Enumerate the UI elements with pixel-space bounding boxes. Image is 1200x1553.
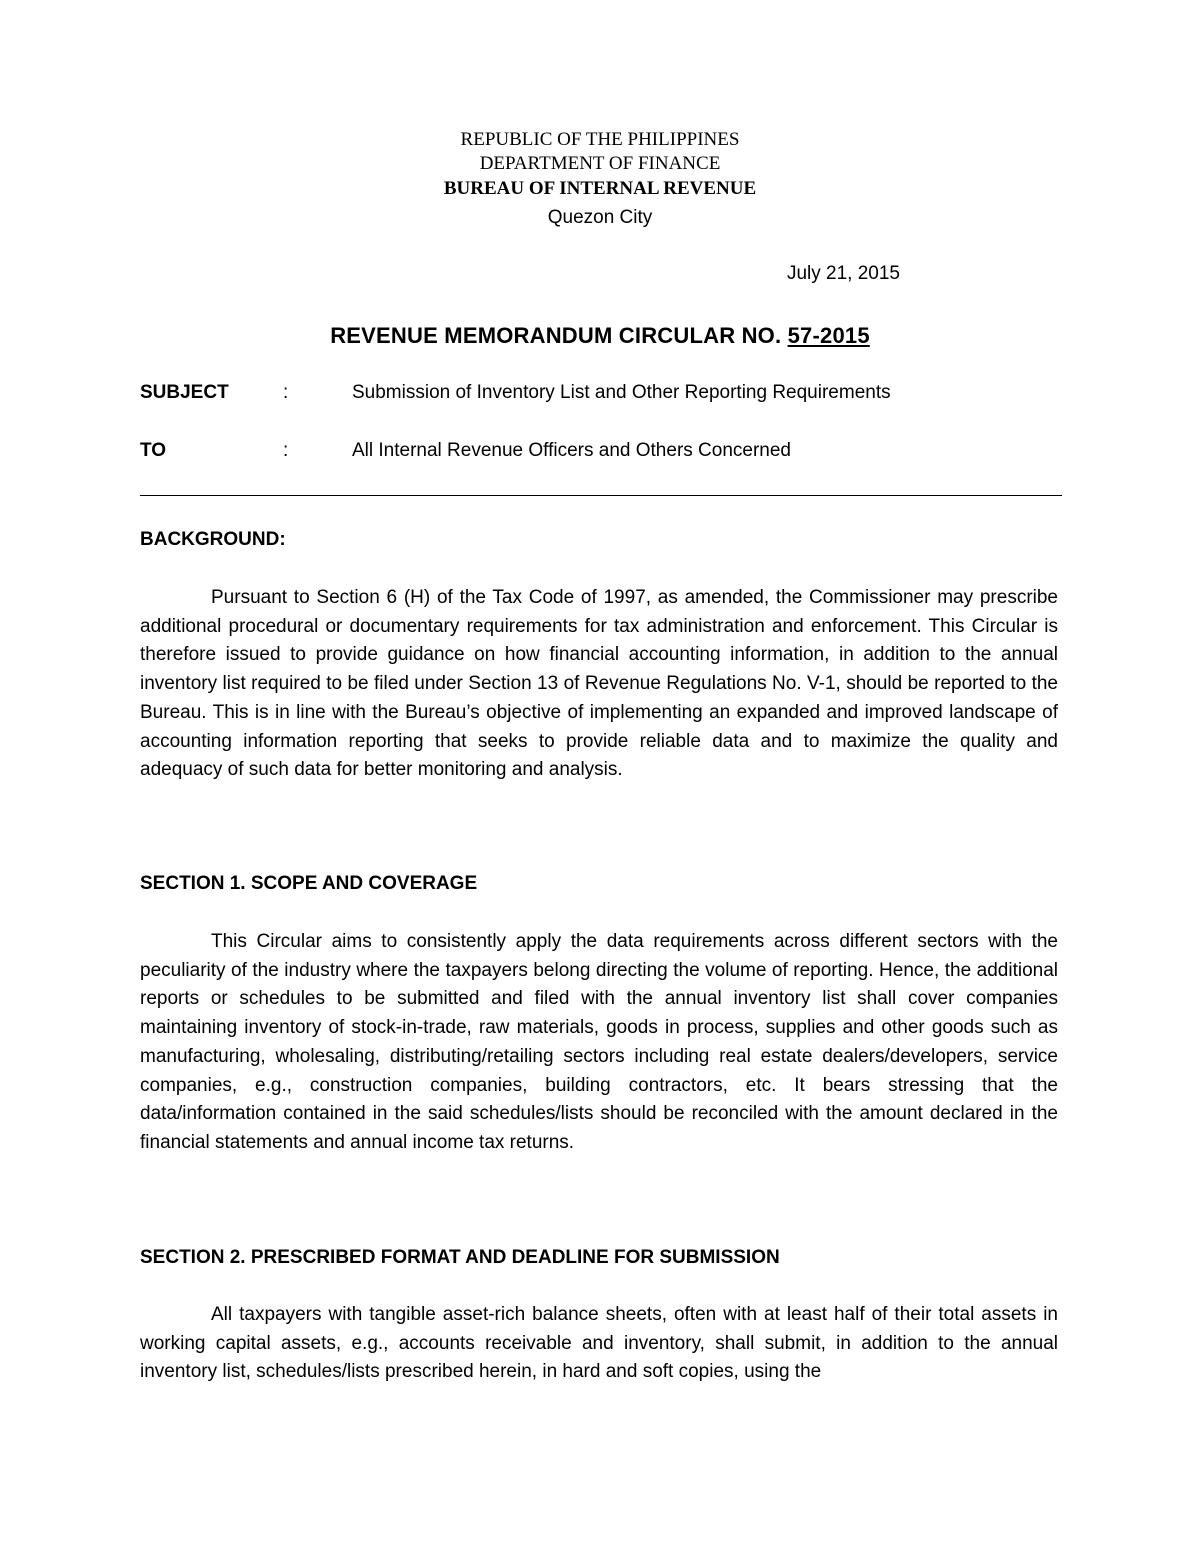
header-bureau: BUREAU OF INTERNAL REVENUE (443, 178, 757, 199)
section1-heading: SECTION 1. SCOPE AND COVERAGE (140, 873, 478, 894)
section1-paragraph: This Circular aims to consistently apply the data requirements across different sectors with the peculiarity of the industry where the taxpayers belong directing the volume of reporting. Hence, the additional reports or schedules to be submitted and filed with the annual inventory list shall cover companies maintaining inventory of stock-in-trade, raw materials, goods in process, supplies and other goods such as manufacturing, wholesaling, distributing/retailing sectors including real estate dealers/developers, service companies, e.g., construction companies, building contractors, etc. It bears stressing that the data/information contained in the said schedules/lists should be reconciled with the amount declared in the financial statements and annual income tax returns. (140, 931, 1058, 1153)
to-value: All Internal Revenue Officers and Others Concerned (352, 440, 791, 461)
subject-value: Submission of Inventory List and Other Reporting Requirements (352, 382, 891, 403)
background-paragraph: Pursuant to Section 6 (H) of the Tax Code of 1997, as amended, the Commissioner may prescribe additional procedural or documentary requirements for tax administration and enforcement. This Circular is therefore issued to provide guidance on how financial accounting information, in addition to the annual inventory list required to be filed under Section 13 of Revenue Regulations No. V-1, should be reported to the Bureau. This is in line with the Bureau’s objective of implementing an expanded and improved landscape of accounting information reporting that seeks to provide reliable data and to maximize the quality and adequacy of such data for better monitoring and analysis. (140, 587, 1058, 781)
header-city: Quezon City (547, 207, 653, 228)
subject-colon: : (283, 382, 289, 403)
section2-heading: SECTION 2. PRESCRIBED FORMAT AND DEADLINE FOR SUBMISSION (140, 1247, 780, 1268)
circular-title-prefix: REVENUE MEMORANDUM CIRCULAR NO. (330, 323, 788, 348)
to-label: TO (140, 440, 167, 461)
header-republic: REPUBLIC OF THE PHILIPPINES (460, 129, 740, 150)
subject-label: SUBJECT (140, 382, 229, 403)
section2-paragraph: All taxpayers with tangible asset-rich balance sheets, often with at least half of their total assets in working capital assets, e.g., accounts receivable and inventory, shall submit, in addition to the annual inventory list, schedules/lists prescribed herein, in hard and soft copies, using the (140, 1304, 1058, 1383)
circular-number: 57-2015 (787, 323, 870, 348)
to-colon: : (283, 440, 289, 461)
background-heading: BACKGROUND: (140, 529, 286, 550)
divider-line (140, 495, 1062, 496)
header-department: DEPARTMENT OF FINANCE (479, 153, 721, 174)
memo-date: July 21, 2015 (786, 263, 900, 284)
circular-title (0, 323, 1200, 349)
